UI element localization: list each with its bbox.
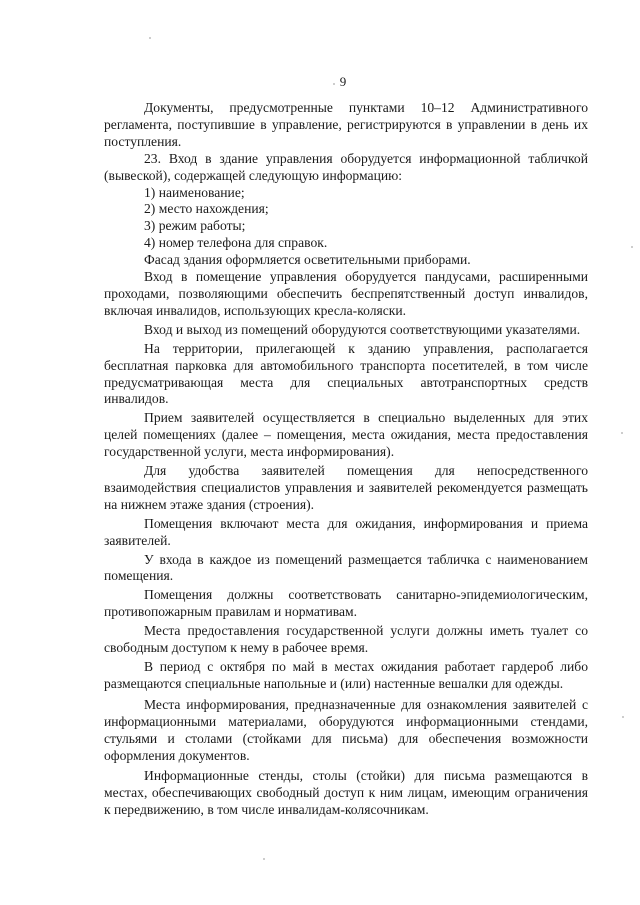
list-item: 4) номер телефона для справок. <box>144 235 328 251</box>
scan-speck <box>631 246 633 248</box>
paragraph: У входа в каждое из помещений размещается табличка с наименованием помещения. <box>104 551 588 584</box>
document-body <box>104 100 588 819</box>
scan-speck <box>149 37 151 39</box>
paragraph: Вход и выход из помещений оборудуются соответствующими указателями. <box>144 321 581 337</box>
paragraph: Вход в помещение управления оборудуется пандусами, расширенными проходами, позволяющими обеспечить беспрепятственный доступ инвалидов, включая инвалидов, использующих кресла-коляски. <box>104 269 588 318</box>
paragraph: 23. Вход в здание управления оборудуется информационной табличкой (вывеской), содержащей следующую информацию: <box>104 150 588 183</box>
paragraph: Документы, предусмотренные пунктами 10–12 Административного регламента, поступившие в управление, регистрируются в управлении в день их поступления. <box>104 100 588 149</box>
scan-speck <box>263 858 265 860</box>
list-item: 3) режим работы; <box>144 218 246 234</box>
page-number: 9 <box>339 74 347 89</box>
scan-speck <box>621 432 623 434</box>
paragraph: Фасад здания оформляется осветительными приборами. <box>144 252 471 268</box>
scan-speck <box>622 716 624 718</box>
paragraph: Прием заявителей осуществляется в специально выделенных для этих целей помещениях (далее – помещения, места ожидания, места предоставления государственной услуги, места информирования). <box>104 410 588 460</box>
list-item: 1) наименование; <box>144 184 245 200</box>
paragraph: Информационные стенды, столы (стойки) для письма размещаются в местах, обеспечивающих свободный доступ к ним лицам, имеющим ограничения к передвижению, в том числе инвалидам-колясочникам. <box>104 768 588 818</box>
paragraph: Места информирования, предназначенные для ознакомления заявителей с информационными материалами, оборудуются информационными стендами, стульями и столами (стойками для письма) для обеспечения возможности оформления документов. <box>104 696 588 763</box>
paragraph: Для удобства заявителей помещения для непосредственного взаимодействия специалистов управления и заявителей рекомендуется размещать на нижнем этаже здания (строения). <box>104 463 588 512</box>
paragraph: Помещения должны соответствовать санитарно-эпидемиологическим, противопожарным правилам и нормативам. <box>104 587 588 620</box>
scan-speck <box>333 83 335 85</box>
paragraph: На территории, прилегающей к зданию управления, располагается бесплатная парковка для автомобильного транспорта посетителей, в том числе предусматривающая места для специальных автотранспортных средств инвалидов. <box>104 340 588 407</box>
list-item: 2) место нахождения; <box>144 201 269 217</box>
paragraph: Места предоставления государственной услуги должны иметь туалет со свободным доступом к нему в рабочее время. <box>104 623 588 656</box>
paragraph: В период с октября по май в местах ожидания работает гардероб либо размещаются специальные напольные и (или) настенные вешалки для одежды. <box>104 659 588 691</box>
paragraph: Помещения включают места для ожидания, информирования и приема заявителей. <box>104 515 588 548</box>
